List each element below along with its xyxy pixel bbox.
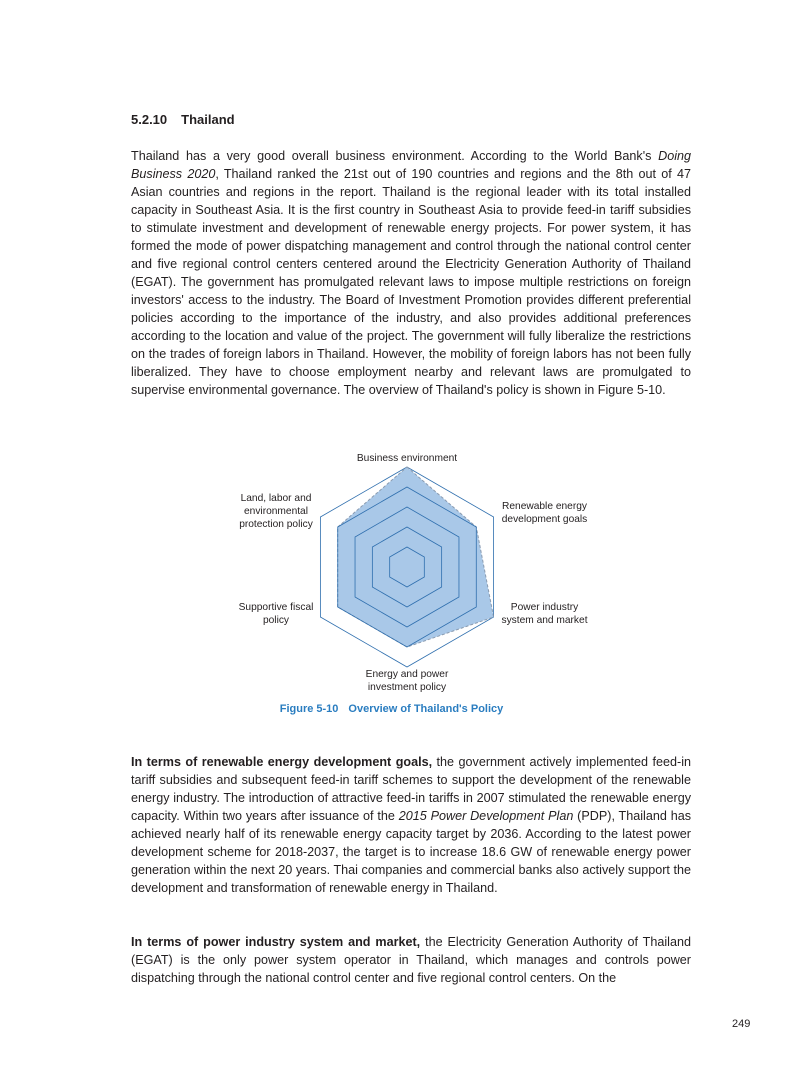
label-line: system and market bbox=[501, 615, 588, 626]
label-line: development goals bbox=[501, 514, 588, 525]
axis-label-energy bbox=[347, 668, 467, 694]
lead-in: In terms of power industry system and market, bbox=[131, 935, 421, 949]
lead-in: In terms of renewable energy development goals, bbox=[131, 755, 433, 769]
label-line: Land, labor and bbox=[240, 493, 312, 504]
figure-title: Overview of Thailand's Policy bbox=[348, 703, 504, 715]
section-title: Thailand bbox=[181, 112, 235, 127]
text: the government actively implemented feed-in tariff subsidies and subsequent feed-in tariff schemes to support the development of the renewable energy industry. The introduction of attractive feed-in tariffs in 2007 stimulated the renewable energy capacity. Within two years after issuance of the bbox=[131, 755, 691, 823]
axis-label-land bbox=[226, 492, 326, 531]
axis-label-fiscal bbox=[226, 601, 326, 627]
axis-label-renewable bbox=[492, 500, 597, 526]
paragraph-power-industry bbox=[131, 933, 691, 987]
label-line: Power industry bbox=[510, 602, 579, 613]
figure-number: Figure 5-10 bbox=[279, 703, 339, 715]
label-line: policy bbox=[262, 615, 290, 626]
text: , Thailand ranked the 21st out of 190 countries and regions and the 8th out of 47 Asian countries and regions in the report. Thailand is the regional leader with its total installed capacity in Southeast Asia. It is the first country in Southeast Asia to provide feed-in tariff subsidies to stimulate investment and development of renewable energy projects. For power system, it has formed the mode of power dispatching management and control through the national control center and five regional control centers centered around the Electricity Generation Authority of Thailand (EGAT). The government has promulgated relevant laws to impose multiple restrictions on foreign investors' access to the industry. The Board of Investment Promotion provides different preferential policies according to the importance of the industry, and also provides additional preferences according to the location and value of the project. The government will fully liberalize the restrictions on the trades of foreign labors in Thailand. However, the mobility of foreign labors has not been fully liberalized. They have to choose employment nearby and relevant laws are promulgated to supervise environmental governance. The overview of Thailand's policy is shown in Figure 5-10. bbox=[131, 167, 691, 397]
text: Thailand has a very good overall business environment. According to the World Bank's bbox=[131, 149, 659, 163]
label-line: protection policy bbox=[239, 519, 313, 530]
text: (PDP), Thailand has achieved nearly half of its renewable energy capacity target by 2036. According to the latest power development scheme for 2018-2037, the target is to increase 18.6 GW of renewable energy power generation within the next 20 years. Thai companies and commercial banks also actively support the development and transformation of renewable energy in Thailand. bbox=[131, 809, 692, 895]
section-number: 5.2.10 bbox=[131, 112, 168, 127]
italic-title: 2015 Power Development Plan bbox=[398, 809, 574, 823]
label-line: Energy and power bbox=[365, 669, 449, 680]
label-line: environmental bbox=[244, 506, 308, 517]
label-line: investment policy bbox=[367, 682, 447, 693]
figure-caption bbox=[0, 703, 793, 715]
paragraph-renewable bbox=[131, 753, 691, 897]
axis-label-business: Business environment bbox=[356, 453, 458, 464]
label-line: Renewable energy bbox=[502, 501, 587, 512]
text: the Electricity Generation Authority of Thailand (EGAT) is the only power system operator in Thailand, which manages and controls power dispatching through the national control center and five regional control centers. On the bbox=[131, 935, 691, 985]
label-line: Supportive fiscal bbox=[238, 602, 314, 613]
page-number: 249 bbox=[732, 1018, 751, 1030]
radar-area bbox=[338, 467, 494, 647]
axis-label-power bbox=[492, 601, 597, 627]
italic-title: Doing Business 2020 bbox=[131, 149, 691, 181]
